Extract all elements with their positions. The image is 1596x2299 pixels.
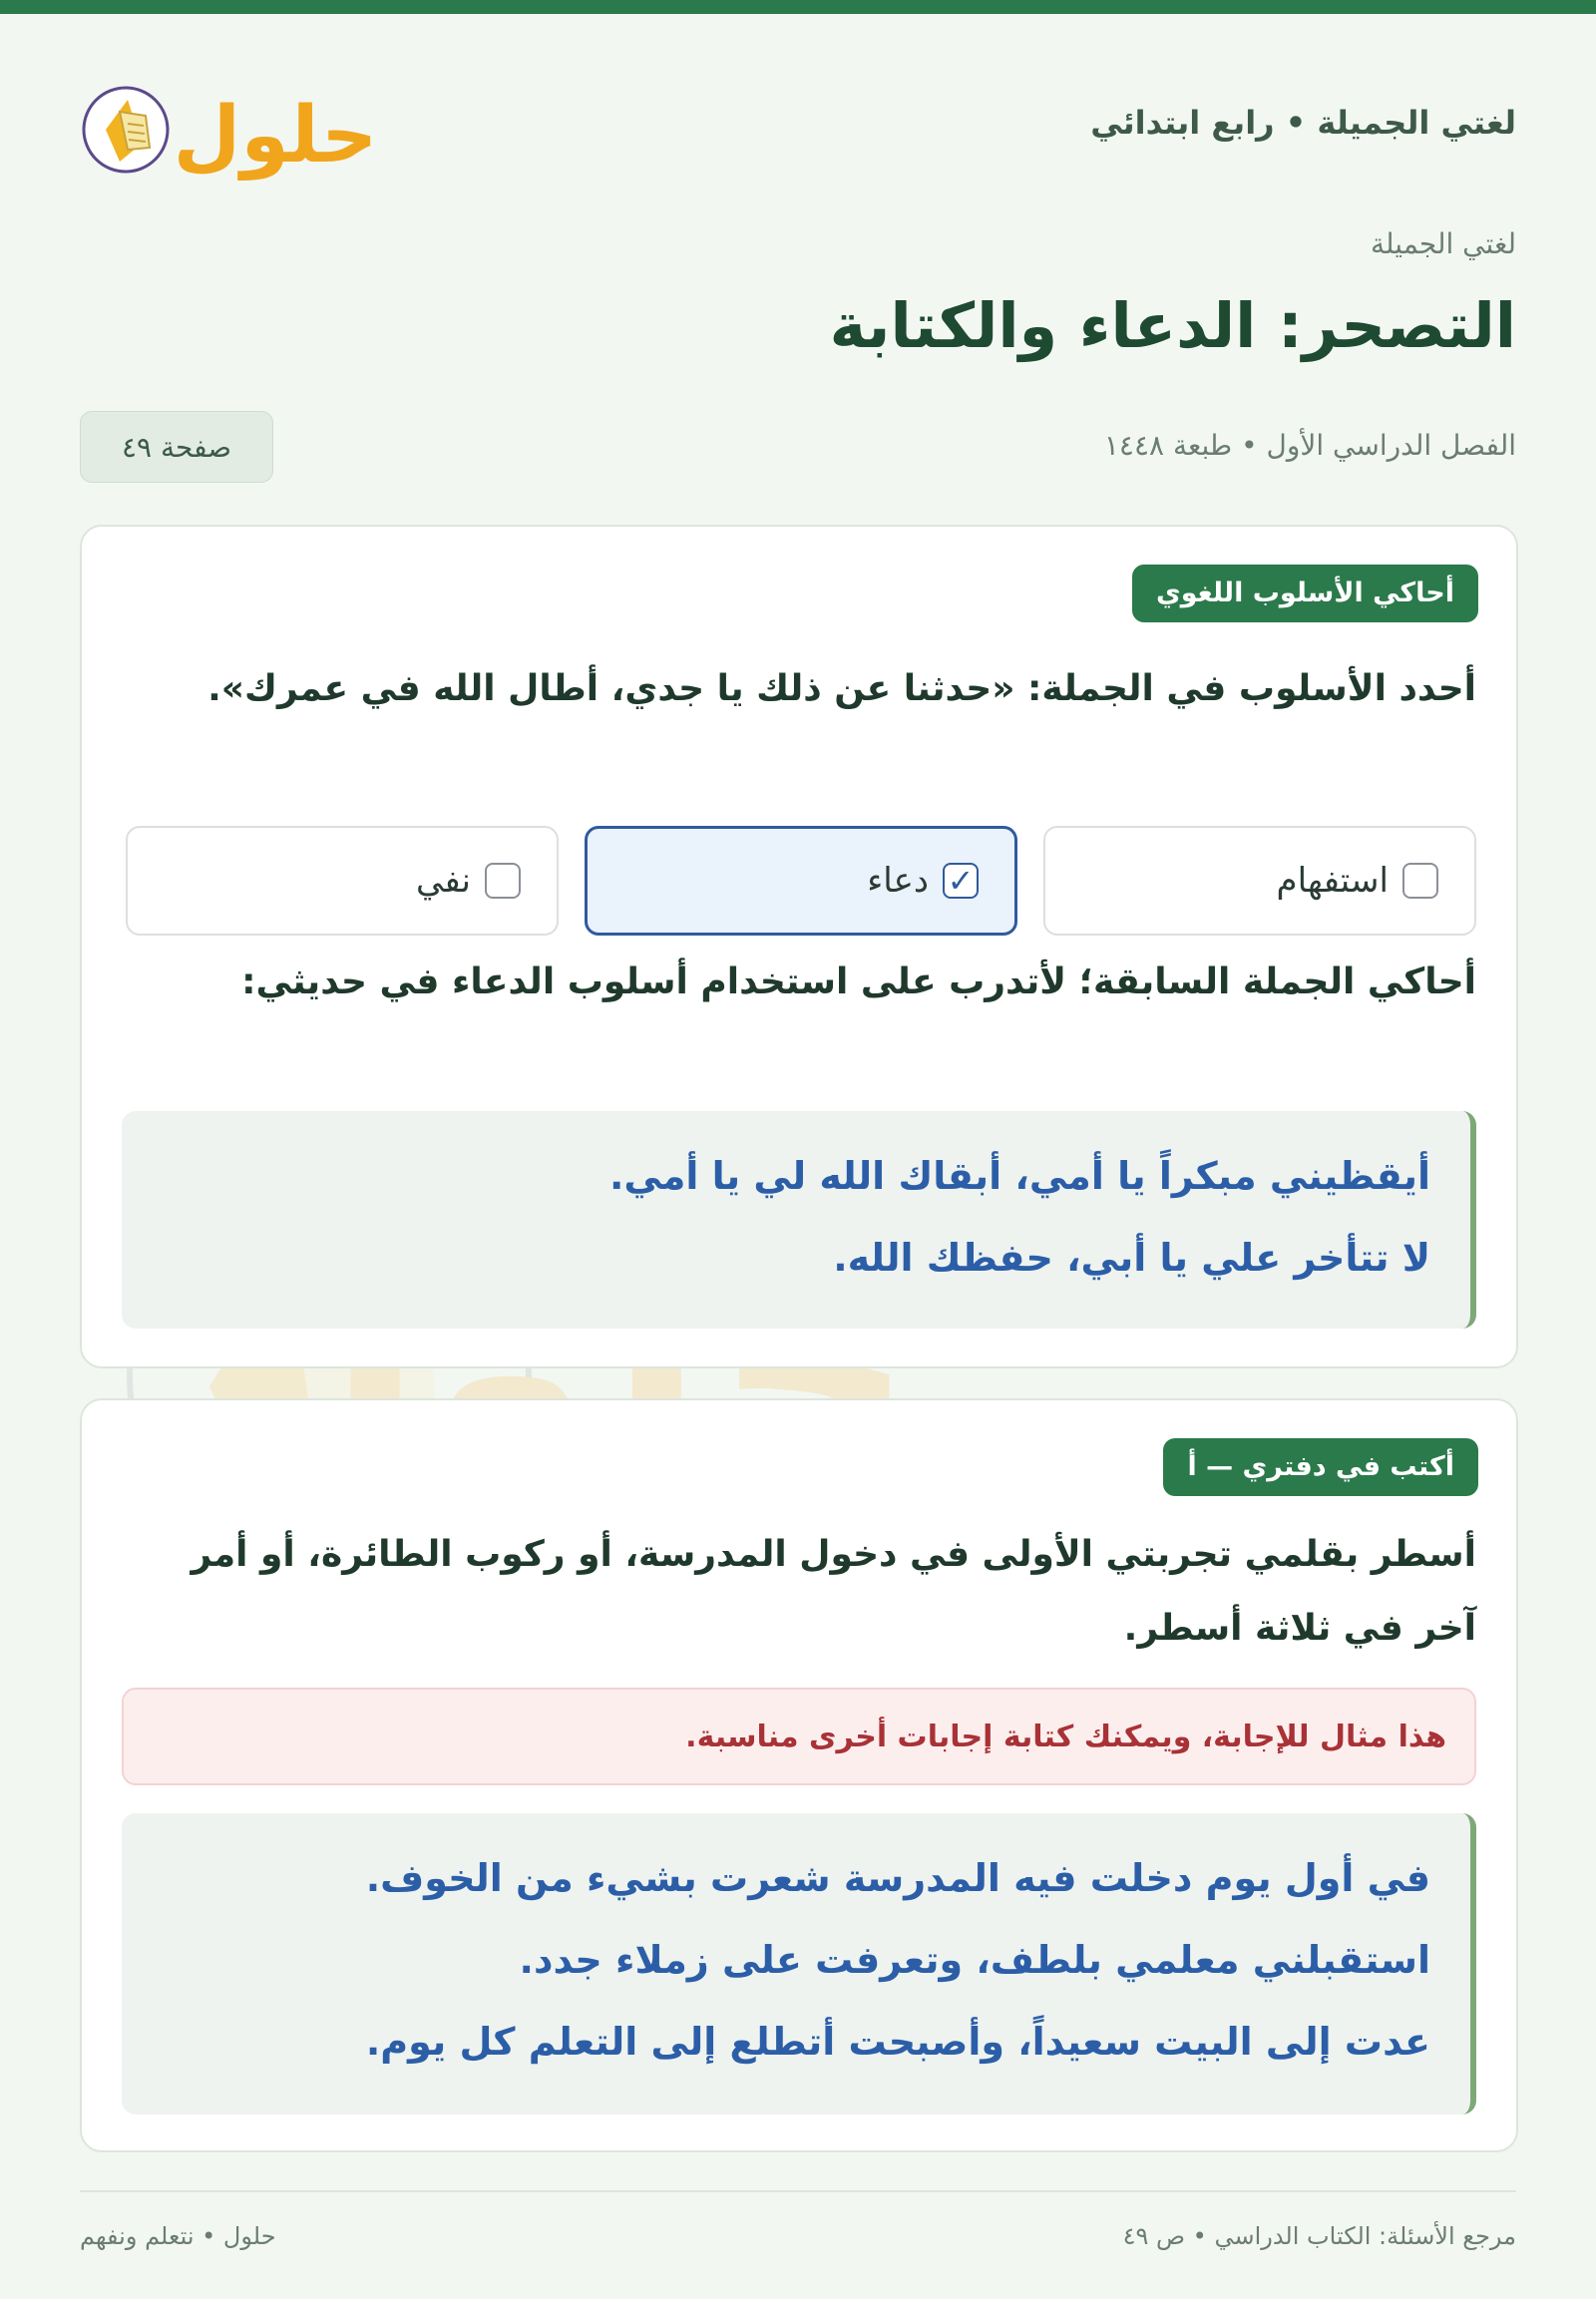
- hulul-logo[interactable]: [80, 64, 378, 184]
- page-number-badge: صفحة ٤٩: [80, 411, 273, 483]
- footer-reference: مرجع الأسئلة: الكتاب الدراسي • ص ٤٩: [1122, 2222, 1516, 2250]
- svg-text:حلول: حلول: [182, 1208, 916, 1533]
- edition-info: الفصل الدراسي الأول • طبعة ١٤٤٨: [1103, 429, 1516, 462]
- app-title: لغتي الجميلة • رابع ابتدائي: [1090, 104, 1516, 142]
- example-note: هذا مثال للإجابة، ويمكنك كتابة إجابات أخرى مناسبة.: [122, 1688, 1476, 1785]
- writing-card: [80, 1398, 1518, 2152]
- answer-options: [122, 826, 1476, 940]
- question-text: أسطر بقلمي تجربتي الأولى في دخول المدرسة، أو ركوب الطائرة، أو أمر آخر في ثلاثة أسطر.: [191, 1534, 1476, 1649]
- answer-line: لا تتأخر علي يا أبي، حفظك الله.: [833, 1236, 1430, 1280]
- section-tag: أحاكي الأسلوب اللغوي: [1132, 565, 1478, 622]
- header: [80, 64, 1516, 184]
- option-duaa[interactable]: [585, 826, 1017, 936]
- answer-box: [122, 1813, 1476, 2114]
- question-text: أحدد الأسلوب في الجملة: «حدثنا عن ذلك يا جدي، أطال الله في عمرك».: [207, 668, 1476, 709]
- checkbox-icon[interactable]: [485, 863, 521, 899]
- option-label: نفي: [415, 861, 471, 901]
- question-text-2: أحاكي الجملة السابقة؛ لأتدرب على استخدام أسلوب الدعاء في حديثي:: [241, 961, 1476, 1002]
- answer-line: في أول يوم دخلت فيه المدرسة شعرت بشيء من الخوف.: [365, 1856, 1430, 1900]
- footer-divider: [80, 2190, 1516, 2192]
- breadcrumb[interactable]: لغتي الجميلة: [1370, 227, 1516, 260]
- answer-box: [122, 1111, 1476, 1329]
- option-label: دعاء: [867, 861, 929, 901]
- answer-line: عدت إلى البيت سعيداً، وأصبحت أتطلع إلى التعلم كل يوم.: [365, 2020, 1430, 2064]
- answer-line: أيقظيني مبكراً يا أمي، أبقاك الله لي يا أمي.: [608, 1154, 1430, 1198]
- section-tag: أكتب في دفتري — أ: [1163, 1438, 1478, 1496]
- checkbox-checked-icon[interactable]: ✓: [943, 863, 979, 899]
- option-label: استفهام: [1276, 861, 1389, 901]
- checkbox-icon[interactable]: [1402, 863, 1438, 899]
- option-nafy[interactable]: [126, 826, 559, 936]
- svg-text:حلول: حلول: [173, 91, 378, 181]
- option-istifham[interactable]: [1043, 826, 1476, 936]
- page-title: التصحر: الدعاء والكتابة: [829, 289, 1516, 362]
- answer-line: استقبلني معلمي بلطف، وتعرفت على زملاء جدد.: [519, 1938, 1430, 1982]
- style-imitation-card: [80, 525, 1518, 1368]
- top-accent-bar: [0, 0, 1596, 14]
- footer-slogan: حلول • نتعلم ونفهم: [80, 2222, 276, 2250]
